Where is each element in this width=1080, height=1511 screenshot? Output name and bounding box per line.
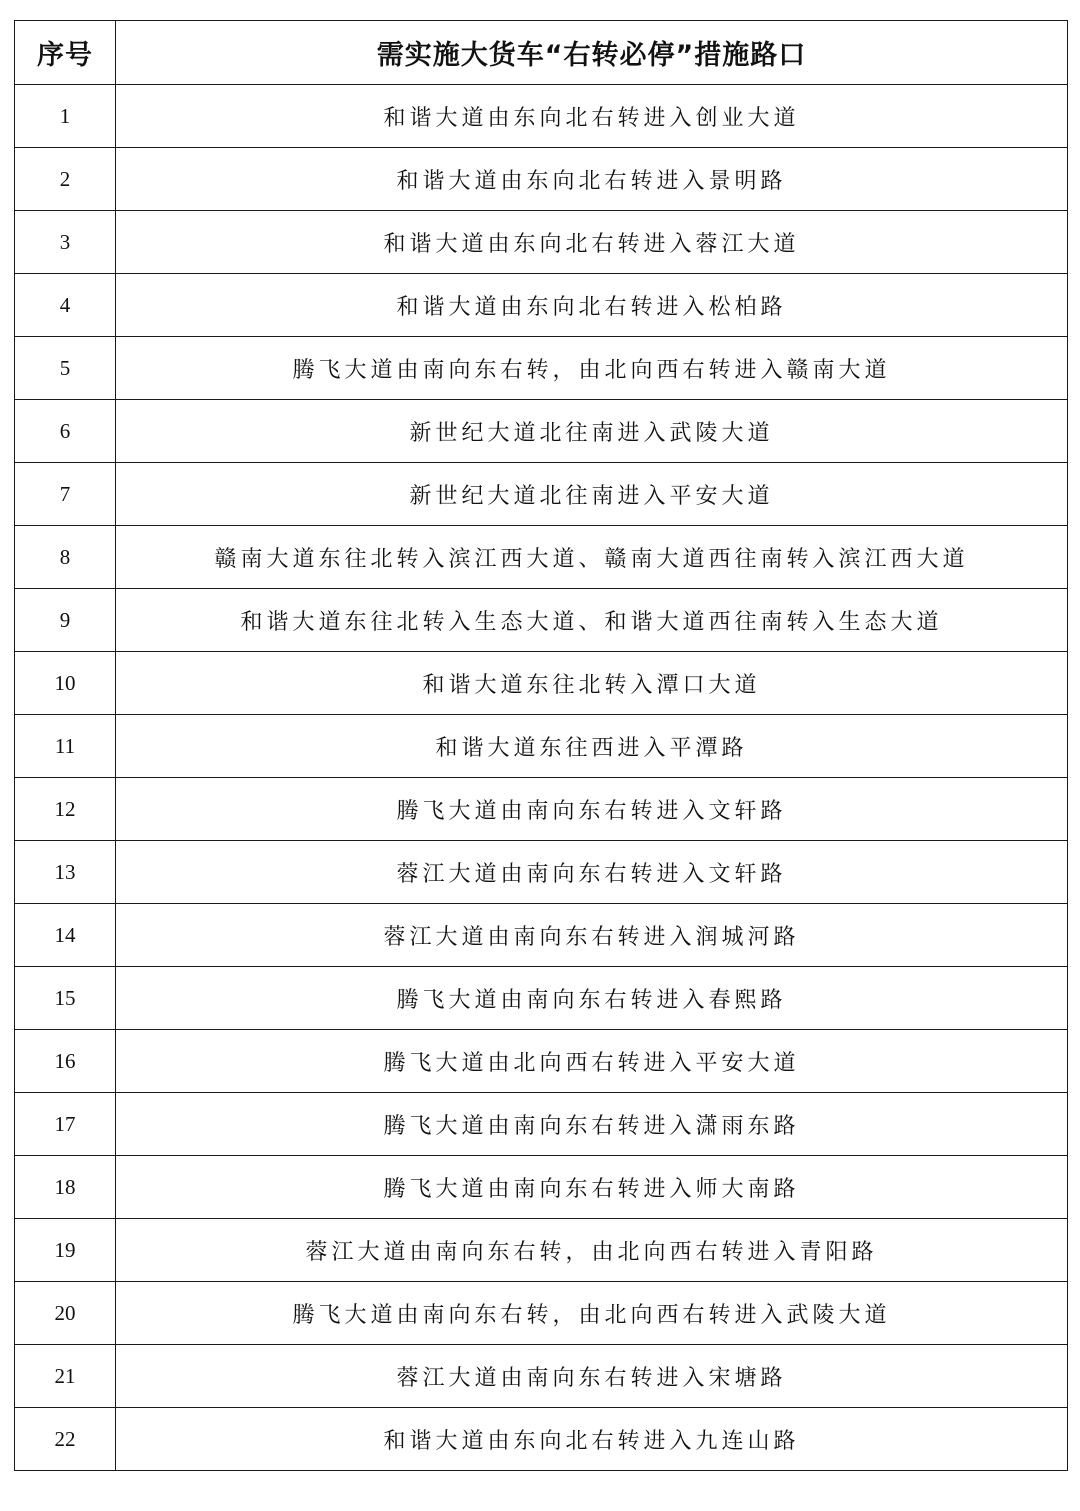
row-intersection: 新世纪大道北往南进入平安大道 bbox=[116, 463, 1068, 526]
table-row bbox=[15, 337, 1068, 400]
row-number: 9 bbox=[15, 589, 116, 652]
table-row bbox=[15, 652, 1068, 715]
row-number: 19 bbox=[15, 1219, 116, 1282]
table-row bbox=[15, 274, 1068, 337]
table-row bbox=[15, 1093, 1068, 1156]
row-intersection: 蓉江大道由南向东右转进入润城河路 bbox=[116, 904, 1068, 967]
table-row bbox=[15, 715, 1068, 778]
row-number: 1 bbox=[15, 85, 116, 148]
table-row bbox=[15, 211, 1068, 274]
header-number: 序号 bbox=[15, 21, 116, 85]
row-intersection: 腾飞大道由南向东右转进入春熙路 bbox=[116, 967, 1068, 1030]
intersection-table-sheet bbox=[14, 20, 1067, 1471]
row-number: 10 bbox=[15, 652, 116, 715]
row-number: 6 bbox=[15, 400, 116, 463]
row-number: 12 bbox=[15, 778, 116, 841]
row-intersection: 和谐大道东往西进入平潭路 bbox=[116, 715, 1068, 778]
row-number: 18 bbox=[15, 1156, 116, 1219]
row-number: 4 bbox=[15, 274, 116, 337]
table-row bbox=[15, 1156, 1068, 1219]
row-number: 22 bbox=[15, 1408, 116, 1471]
row-number: 7 bbox=[15, 463, 116, 526]
table-row bbox=[15, 1345, 1068, 1408]
row-intersection: 和谐大道由东向北右转进入蓉江大道 bbox=[116, 211, 1068, 274]
table-row bbox=[15, 1408, 1068, 1471]
row-intersection: 腾飞大道由南向东右转进入文轩路 bbox=[116, 778, 1068, 841]
row-intersection: 新世纪大道北往南进入武陵大道 bbox=[116, 400, 1068, 463]
row-intersection: 和谐大道由东向北右转进入景明路 bbox=[116, 148, 1068, 211]
table-row bbox=[15, 1219, 1068, 1282]
row-intersection: 和谐大道由东向北右转进入九连山路 bbox=[116, 1408, 1068, 1471]
table-row bbox=[15, 1282, 1068, 1345]
row-intersection: 腾飞大道由南向东右转进入潇雨东路 bbox=[116, 1093, 1068, 1156]
row-intersection: 赣南大道东往北转入滨江西大道、赣南大道西往南转入滨江西大道 bbox=[116, 526, 1068, 589]
row-number: 13 bbox=[15, 841, 116, 904]
row-number: 17 bbox=[15, 1093, 116, 1156]
row-number: 5 bbox=[15, 337, 116, 400]
header-intersection: 需实施大货车“右转必停”措施路口 bbox=[116, 21, 1068, 85]
row-number: 15 bbox=[15, 967, 116, 1030]
table-row bbox=[15, 400, 1068, 463]
table-row bbox=[15, 1030, 1068, 1093]
row-intersection: 蓉江大道由南向东右转进入宋塘路 bbox=[116, 1345, 1068, 1408]
table-header-row bbox=[15, 21, 1068, 85]
row-intersection: 和谐大道由东向北右转进入松柏路 bbox=[116, 274, 1068, 337]
row-number: 14 bbox=[15, 904, 116, 967]
table-row bbox=[15, 463, 1068, 526]
table-row bbox=[15, 85, 1068, 148]
table-row bbox=[15, 778, 1068, 841]
table-row bbox=[15, 148, 1068, 211]
row-number: 20 bbox=[15, 1282, 116, 1345]
row-intersection: 腾飞大道由南向东右转，由北向西右转进入武陵大道 bbox=[116, 1282, 1068, 1345]
row-number: 8 bbox=[15, 526, 116, 589]
row-number: 2 bbox=[15, 148, 116, 211]
table-row bbox=[15, 967, 1068, 1030]
row-intersection: 腾飞大道由南向东右转，由北向西右转进入赣南大道 bbox=[116, 337, 1068, 400]
row-intersection: 蓉江大道由南向东右转，由北向西右转进入青阳路 bbox=[116, 1219, 1068, 1282]
row-intersection: 和谐大道东往北转入生态大道、和谐大道西往南转入生态大道 bbox=[116, 589, 1068, 652]
table-row bbox=[15, 841, 1068, 904]
table-row bbox=[15, 904, 1068, 967]
row-number: 16 bbox=[15, 1030, 116, 1093]
row-intersection: 腾飞大道由南向东右转进入师大南路 bbox=[116, 1156, 1068, 1219]
table-row bbox=[15, 526, 1068, 589]
row-number: 21 bbox=[15, 1345, 116, 1408]
row-intersection: 蓉江大道由南向东右转进入文轩路 bbox=[116, 841, 1068, 904]
row-intersection: 和谐大道由东向北右转进入创业大道 bbox=[116, 85, 1068, 148]
table-row bbox=[15, 589, 1068, 652]
row-intersection: 腾飞大道由北向西右转进入平安大道 bbox=[116, 1030, 1068, 1093]
right-turn-stop-intersection-table bbox=[14, 20, 1068, 1471]
row-intersection: 和谐大道东往北转入潭口大道 bbox=[116, 652, 1068, 715]
row-number: 3 bbox=[15, 211, 116, 274]
row-number: 11 bbox=[15, 715, 116, 778]
